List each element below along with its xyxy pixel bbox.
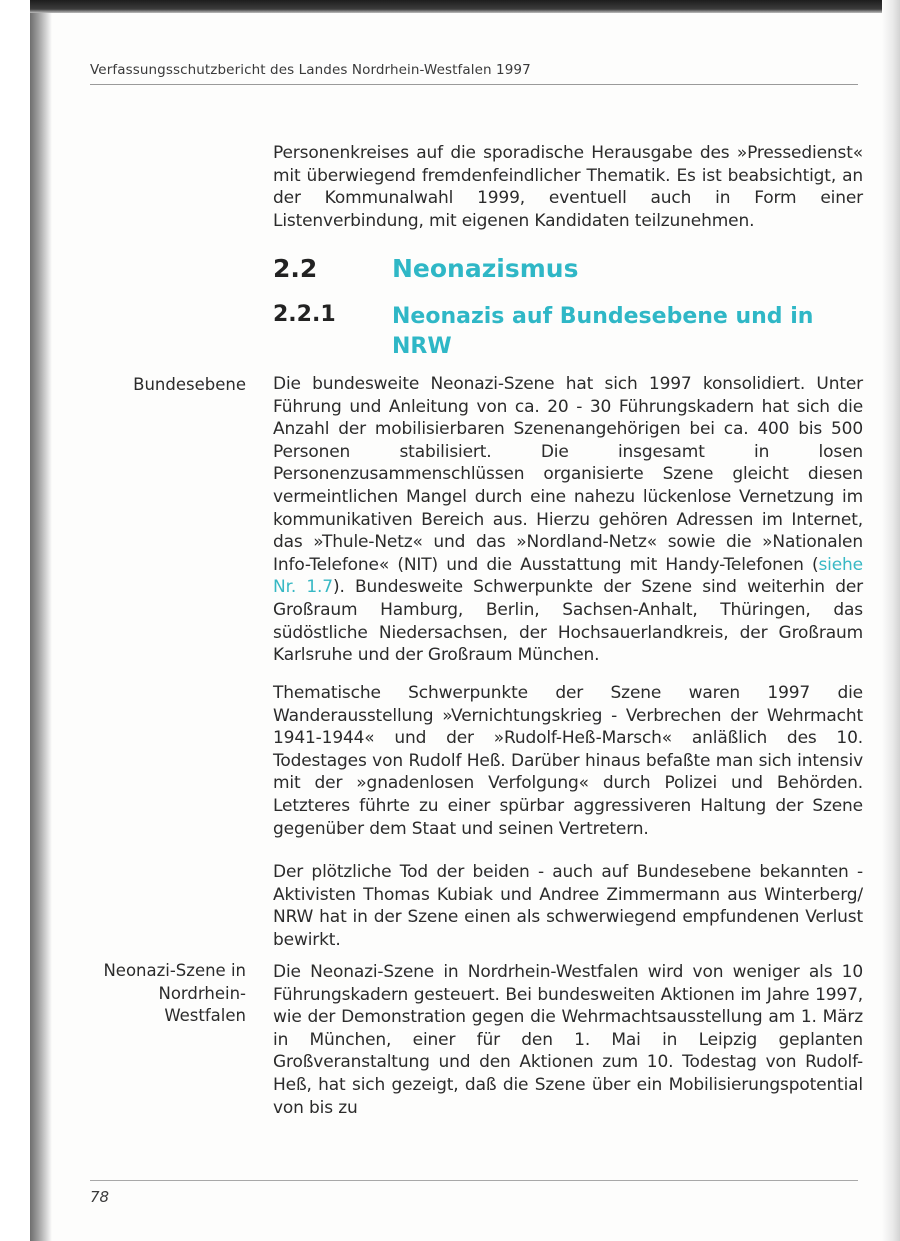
scan-top-edge — [30, 0, 900, 13]
scan-right-shadow — [882, 0, 900, 1241]
section-number: 2.2 — [273, 254, 318, 283]
paragraph-text: Die bundesweite Neonazi-Szene hat sich 1997 konsolidiert. Unter Führung und Anleitung von ca. 20 - 30 Führungskadern hat sich die Anzahl der mobilisierbaren Szenenangehörigen bei ca. 400 bis 500 Personen stabilisiert. Die insgesamt in losen Personenzusammenschlüssen organisierte Szene gleicht diesen vermeintlichen Mangel durch eine nahezu lückenlose Vernetzung im kommunikativen Bereich aus. Hierzu gehören Adressen im Internet, das »Thule-Netz« und das »Nordland-Netz« sowie die »Nationalen Info-Telefone« (NIT) und die Ausstattung mit Handy-Telefonen ( — [273, 374, 863, 575]
paragraph-text: ). Bundesweite Schwerpunkte der Szene sind weiterhin der Großraum Hamburg, Berlin, Sachsen-Anhalt, Thüringen, das südöstliche Niedersachsen, der Hochsauerlandkreis, der Großraum Karlsruhe und der Großraum München. — [273, 577, 863, 666]
subsection-heading — [273, 302, 863, 362]
subsection-title: Neonazis auf Bundesebene und in NRW — [392, 304, 814, 359]
footer-rule — [90, 1180, 858, 1181]
cross-reference-link[interactable]: siehe Nr. 1.7 — [273, 554, 863, 598]
scan-binding-shadow — [30, 0, 52, 1241]
margin-note-nrw: Neonazi-Szene in Nordrhein-Westfalen — [103, 961, 246, 1025]
running-head: Verfassungsschutzbericht des Landes Nordrhein-Westfalen 1997 — [90, 62, 531, 78]
section-title: Neonazismus — [392, 254, 579, 283]
paragraph-bundesebene — [273, 373, 863, 667]
subsection-number: 2.2.1 — [273, 302, 336, 327]
paragraph-nrw: Die Neonazi-Szene in Nordrhein-Westfalen wird von weniger als 10 Führungskadern gesteuert. Bei bundesweiten Aktionen im Jahre 1997, wie der Demonstration gegen die Wehrmachtsausstellung am 1. März in München, einer für den 1. Mai in Leipzig geplanten Großveranstaltung und den Aktionen zum 10. Todestag von Rudolf-Heß, hat sich gezeigt, daß die Szene über ein Mobilisierungspotential von bis zu — [273, 962, 863, 1118]
paragraph-activists: Der plötzliche Tod der beiden - auch auf Bundesebene bekannten - Aktivisten Thomas Kubiak und Andree Zimmermann aus Winterberg/ NRW hat in der Szene einen als schwerwiegend empfundenen Verlust bewirkt. — [273, 862, 863, 950]
section-heading — [273, 254, 863, 288]
paragraph-themes: Thematische Schwerpunkte der Szene waren 1997 die Wanderausstellung »Vernichtungskrieg - Verbrechen der Wehrmacht 1941-1944« und der »Rudolf-Heß-Marsch« anläßlich des 10. Todestages von Rudolf Heß. Darüber hinaus befaßte man sich intensiv mit der »gnadenlosen Verfolgung« durch Polizei und Behörden. Letzteres führte zu einer spürbar aggressiveren Haltung der Szene gegenüber dem Staat und seinen Vertretern. — [273, 683, 863, 839]
margin-note-bundesebene: Bundesebene — [133, 375, 246, 394]
header-rule — [90, 84, 858, 85]
scan-margin — [0, 0, 30, 1241]
page-number: 78 — [90, 1188, 110, 1206]
intro-paragraph: Personenkreises auf die sporadische Herausgabe des »Pressedienst« mit überwiegend fremdenfeindlicher Thematik. Es ist beabsichtigt, an der Kommunalwahl 1999, eventuell auch in Form einer Listenverbindung, mit eigenen Kandidaten teilzunehmen. — [273, 143, 863, 231]
